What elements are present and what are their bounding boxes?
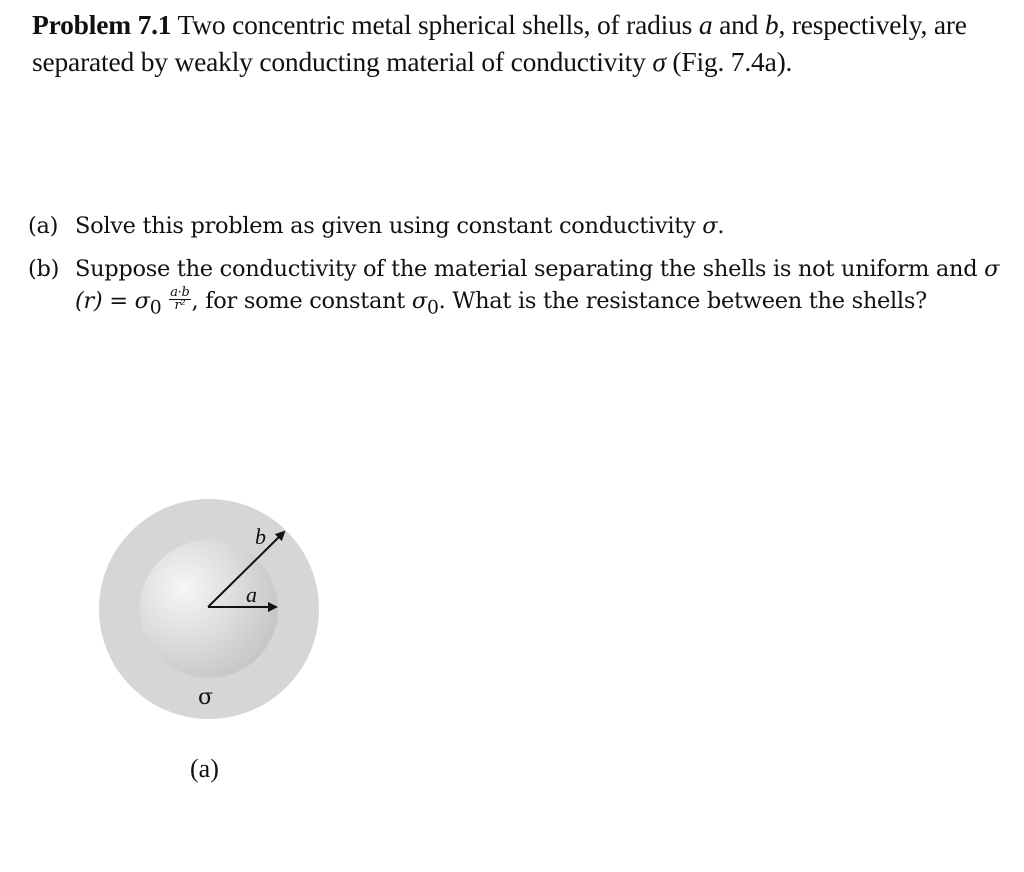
var-b: b [764,9,779,40]
part-b-text-3: . What is the resistance between the shells? [438,288,927,314]
problem-label: Problem 7.1 [32,9,172,40]
problem-parts [28,210,1003,325]
sigma0: σ [411,288,427,314]
var-sigma: σ [652,46,666,77]
label-a: a [246,582,257,607]
part-a-text-1: Solve this problem as given using constant conductivity [75,213,696,239]
sigma0-sub: 0 [426,297,439,319]
concentric-shells-figure [90,492,330,732]
part-a-text-2: . [717,213,725,239]
formula-lhs: σ (r) = σ [75,256,1000,314]
figure-caption: (a) [190,754,219,783]
label-b: b [255,524,266,549]
inner-sphere [140,540,278,678]
formula-fraction [169,284,190,313]
fraction-denominator: r² [174,297,186,313]
part-b [28,253,1003,325]
part-a [28,210,1003,242]
part-b-text-2: , for some constant [191,288,406,314]
label-sigma: σ [198,685,214,710]
problem-text-2: and [719,9,759,40]
problem-text-3: , respectively, are separated by weakly conducting material of conductivity [32,9,967,77]
part-b-text-1: Suppose the conductivity of the material separating the shells is not uniform and [75,256,978,282]
formula-sub: 0 [149,297,162,319]
part-a-tag: (a) [28,213,59,239]
part-b-tag: (b) [28,256,60,282]
fraction-numerator: a·b [170,284,190,300]
figure-svg [90,492,330,732]
problem-statement [32,6,1002,80]
part-a-sigma: σ [702,213,718,239]
var-a: a [698,9,713,40]
problem-text-4: (Fig. 7.4a). [672,46,793,77]
problem-text-1: Two concentric metal spherical shells, of radius [177,9,693,40]
